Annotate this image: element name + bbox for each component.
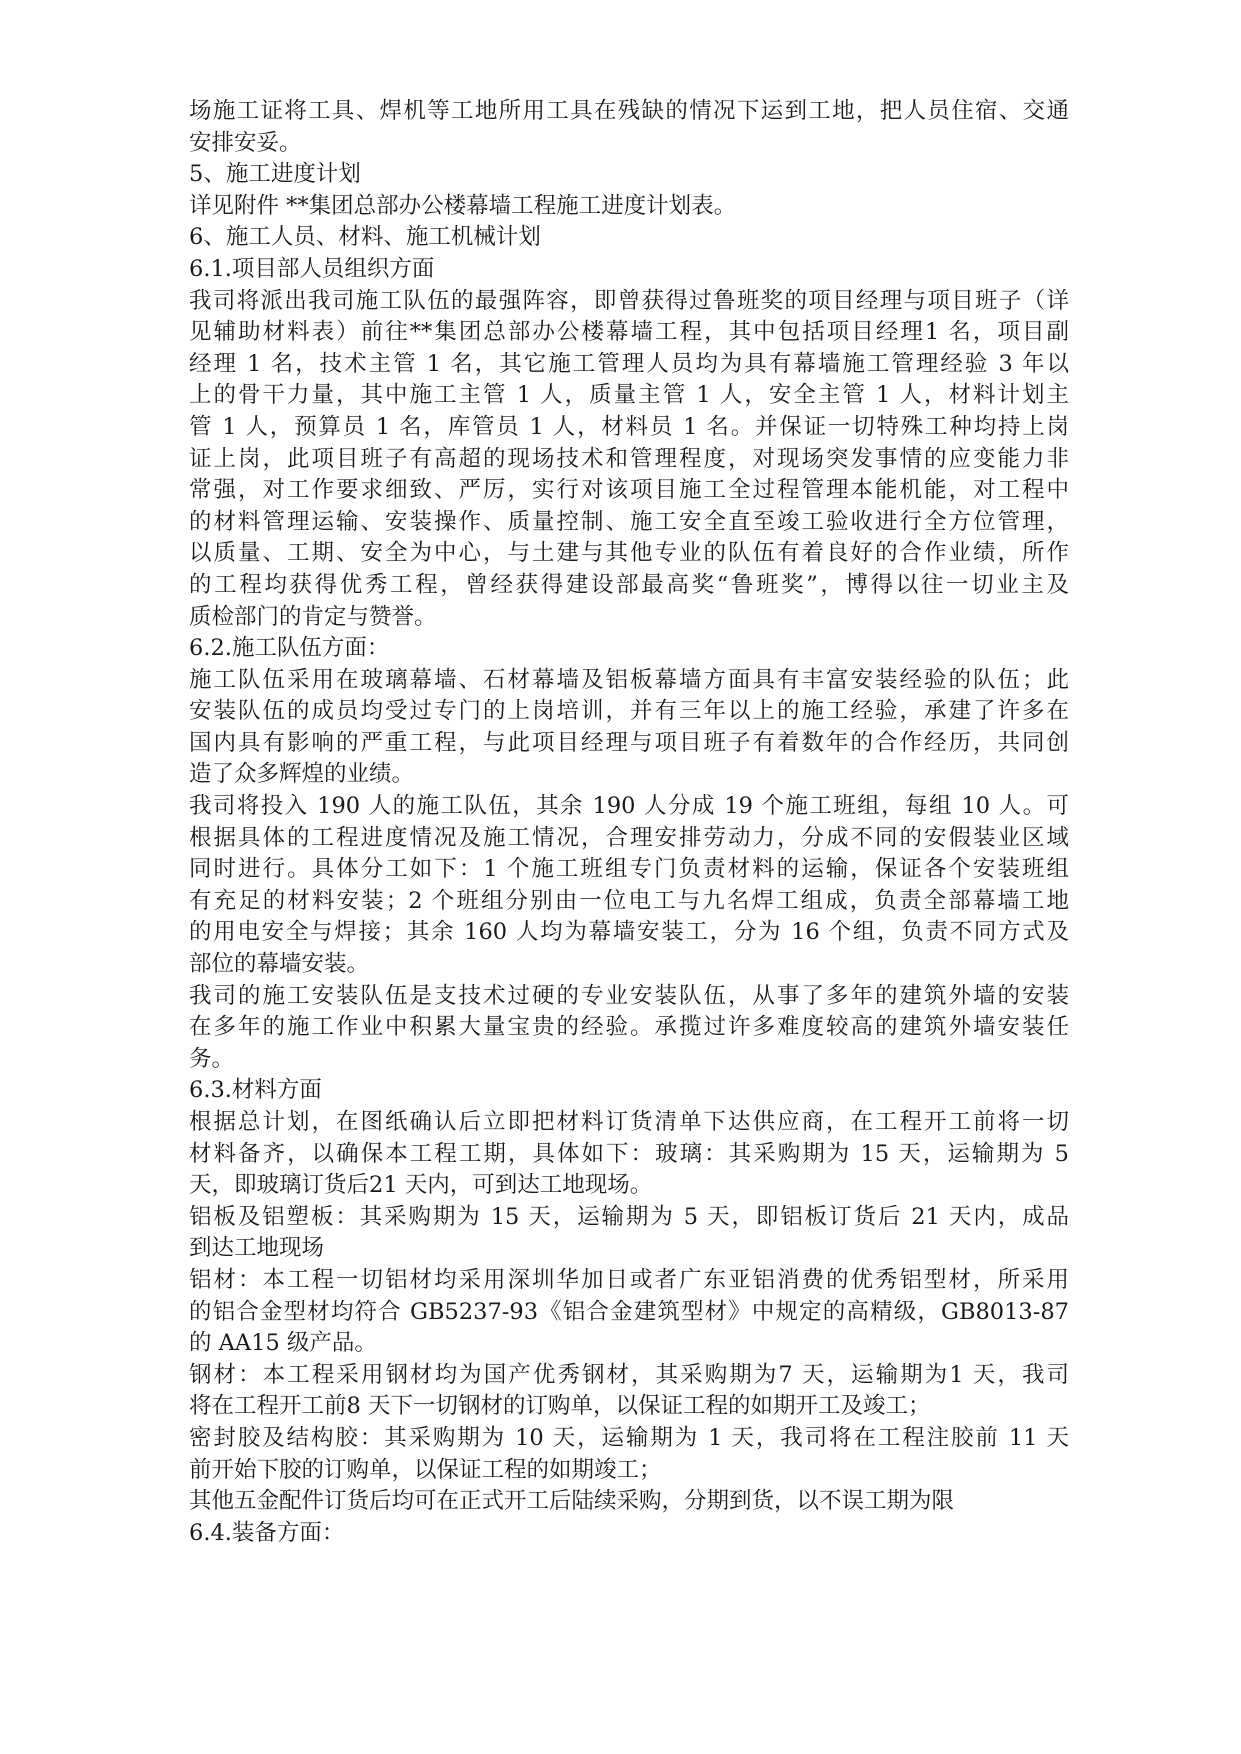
text-line: 我司将派出我司施工队伍的最强阵容，即曾获得过鲁班奖的项目经理与项目班子（详 (189, 287, 1069, 314)
text-line: 其他五金配件订货后均可在正式开工后陆续采购，分期到货，以不误工期为限 (189, 1488, 955, 1515)
text-line: 详见附件 **集团总部办公楼幕墙工程施工进度计划表。 (189, 192, 737, 219)
text-line: 的铝合金型材均符合 GB5237-93《铝合金建筑型材》中规定的高精级，GB8013-87 (189, 1298, 1069, 1325)
text-line: 安装队伍的成员均受过专门的上岗培训，并有三年以上的施工经验，承建了许多在 (189, 698, 1069, 725)
text-line: 6.4.装备方面： (189, 1519, 345, 1546)
text-line: 我司将投入 190 人的施工队伍，其余 190 人分成 19 个施工班组，每组 10 人。可 (189, 793, 1069, 820)
text-line: 造了众多辉煌的业绩。 (189, 761, 415, 788)
text-line: 天，即玻璃订货后21 天内，可到达工地现场。 (189, 1172, 653, 1199)
text-line: 将在工程开工前8 天下一切钢材的订购单，以保证工程的如期开工及竣工； (189, 1393, 931, 1420)
text-line: 管 1 人，预算员 1 名，库管员 1 人，材料员 1 名。并保证一切特殊工种均持上岗 (189, 413, 1069, 440)
text-line: 质检部门的肯定与赞誉。 (189, 603, 437, 630)
text-line: 前开始下胶的订购单，以保证工程的如期竣工； (189, 1456, 662, 1483)
text-line: 铝板及铝塑板：其采购期为 15 天，运输期为 5 天，即铝板订货后 21 天内，成品 (189, 1203, 1069, 1230)
text-line: 6、施工人员、材料、施工机械计划 (189, 224, 541, 251)
text-line: 同时进行。具体分工如下：1 个施工班组专门负责材料的运输，保证各个安装班组 (189, 856, 1069, 883)
text-line: 以质量、工期、安全为中心，与土建与其他专业的队伍有着良好的合作业绩，所作 (189, 540, 1069, 567)
text-line: 钢材：本工程采用钢材均为国产优秀钢材，其采购期为7 天，运输期为1 天，我司 (189, 1361, 1069, 1388)
text-line: 证上岗，此项目班子有高超的现场技术和管理程度，对现场突发事情的应变能力非 (189, 445, 1069, 472)
text-line: 的用电安全与焊接；其余 160 人均为幕墙安装工，分为 16 个组，负责不同方式及 (189, 919, 1069, 946)
text-line: 见辅助材料表）前往**集团总部办公楼幕墙工程，其中包括项目经理1 名，项目副 (189, 319, 1069, 346)
text-line: 的材料管理运输、安装操作、质量控制、施工安全直至竣工验收进行全方位管理， (189, 508, 1069, 535)
text-line: 在多年的施工作业中积累大量宝贵的经验。承揽过许多难度较高的建筑外墙安装任 (189, 1014, 1069, 1041)
text-line: 常强，对工作要求细致、严厉，实行对该项目施工全过程管理本能机能，对工程中 (189, 477, 1069, 504)
document-body (189, 96, 1069, 1549)
text-line: 安排安妥。 (189, 129, 302, 156)
text-line: 6.2.施工队伍方面： (189, 635, 390, 662)
text-line: 的 AA15 级产品。 (189, 1330, 377, 1357)
text-line: 到达工地现场 (189, 1235, 325, 1262)
text-line: 经理 1 名，技术主管 1 名，其它施工管理人员均为具有幕墙施工管理经验 3 年以 (189, 350, 1069, 377)
text-line: 铝材：本工程一切铝材均采用深圳华加日或者广东亚铝消费的优秀铝型材，所采用 (189, 1266, 1069, 1293)
text-line: 施工队伍采用在玻璃幕墙、石材幕墙及铝板幕墙方面具有丰富安装经验的队伍；此 (189, 666, 1069, 693)
text-line: 国内具有影响的严重工程，与此项目经理与项目班子有着数年的合作经历，共同创 (189, 729, 1069, 756)
text-line: 6.3.材料方面 (189, 1077, 322, 1104)
text-line: 6.1.项目部人员组织方面 (189, 255, 435, 282)
text-line: 场施工证将工具、焊机等工地所用工具在残缺的情况下运到工地，把人员住宿、交通 (189, 98, 1069, 124)
text-line: 根据总计划，在图纸确认后立即把材料订货清单下达供应商，在工程开工前将一切 (189, 1109, 1069, 1135)
text-line: 5、施工进度计划 (189, 161, 361, 188)
text-line: 根据具体的工程进度情况及施工情况，合理安排劳动力，分成不同的安假装业区域 (189, 824, 1069, 851)
text-line: 务。 (189, 1045, 235, 1072)
text-line: 上的骨干力量，其中施工主管 1 人，质量主管 1 人，安全主管 1 人，材料计划主 (189, 382, 1069, 409)
text-line: 密封胶及结构胶：其采购期为 10 天，运输期为 1 天，我司将在工程注胶前 11 天 (189, 1424, 1069, 1451)
text-line: 我司的施工安装队伍是支技术过硬的专业安装队伍，从事了多年的建筑外墙的安装 (189, 982, 1069, 1009)
text-line: 部位的幕墙安装。 (189, 951, 370, 978)
text-line: 有充足的材料安装；2 个班组分别由一位电工与九名焊工组成，负责全部幕墙工地 (189, 887, 1069, 914)
text-line: 材料备齐，以确保本工程工期，具体如下：玻璃：其采购期为 15 天，运输期为 5 (189, 1140, 1069, 1167)
text-line: 的工程均获得优秀工程，曾经获得建设部最高奖“鲁班奖”，博得以往一切业主及 (189, 571, 1069, 598)
